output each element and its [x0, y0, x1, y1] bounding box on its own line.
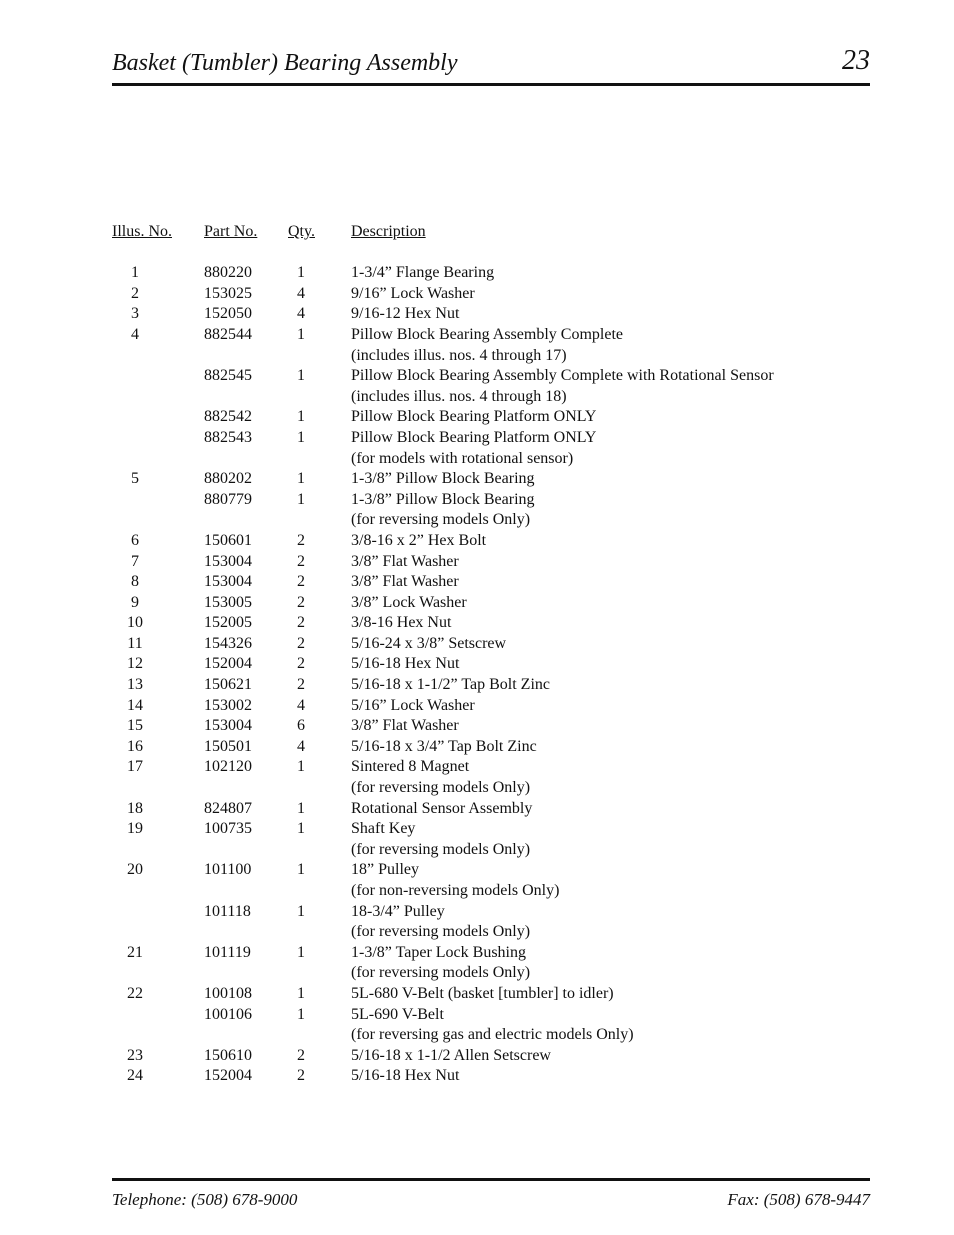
table-row — [112, 819, 870, 840]
part-no-cell: 101119 — [204, 943, 251, 961]
part-no-cell: 153004 — [204, 717, 252, 735]
qty-cell: 4 — [297, 305, 305, 323]
table-row — [112, 943, 870, 964]
description-cell: 5/16-18 x 3/4” Tap Bolt Zinc — [351, 737, 537, 755]
table-row — [112, 696, 870, 717]
table-row — [112, 407, 870, 428]
description-cell: 1-3/4” Flange Bearing — [351, 264, 495, 282]
table-row — [112, 428, 870, 449]
page-number: 23 — [842, 45, 870, 76]
illus-no-cell: 11 — [127, 634, 143, 652]
column-header-description: Description — [351, 223, 426, 240]
table-row — [112, 449, 870, 470]
table-row — [112, 1046, 870, 1067]
illus-no-cell: 5 — [131, 470, 139, 488]
description-cell: 5/16-18 x 1-1/2” Tap Bolt Zinc — [351, 676, 550, 694]
part-no-cell: 150501 — [204, 737, 252, 755]
part-no-cell: 152004 — [204, 655, 252, 673]
footer-telephone: Telephone: (508) 678-9000 — [112, 1190, 298, 1209]
table-row — [112, 469, 870, 490]
table-row — [112, 510, 870, 531]
qty-cell: 6 — [297, 717, 305, 735]
description-cell: (includes illus. nos. 4 through 18) — [351, 387, 567, 405]
table-row — [112, 902, 870, 923]
description-cell: (for reversing models Only) — [351, 511, 531, 529]
illus-no-cell: 3 — [131, 305, 139, 323]
description-cell: Pillow Block Bearing Assembly Complete — [351, 325, 623, 343]
qty-cell: 1 — [297, 428, 305, 446]
part-no-cell: 153025 — [204, 284, 252, 302]
description-cell: (for reversing models Only) — [351, 923, 531, 941]
table-header-row — [112, 222, 870, 243]
table-row — [112, 634, 870, 655]
description-cell: (includes illus. nos. 4 through 17) — [351, 346, 567, 364]
description-cell: (for reversing gas and electric models Only) — [351, 1026, 634, 1044]
part-no-cell: 100106 — [204, 1005, 252, 1023]
illus-no-cell: 14 — [127, 696, 143, 714]
column-header-part-no: Part No. — [204, 223, 258, 240]
table-row — [112, 552, 870, 573]
qty-cell: 1 — [297, 799, 305, 817]
illus-no-cell: 10 — [127, 614, 143, 632]
part-no-cell: 150610 — [204, 1046, 252, 1064]
illus-no-cell: 12 — [127, 655, 143, 673]
footer-fax: Fax: (508) 678-9447 — [727, 1190, 870, 1209]
qty-cell: 4 — [297, 284, 305, 302]
table-row — [112, 984, 870, 1005]
table-row — [112, 325, 870, 346]
qty-cell: 1 — [297, 984, 305, 1002]
table-row — [112, 778, 870, 799]
description-cell: (for reversing models Only) — [351, 964, 531, 982]
description-cell: 3/8-16 x 2” Hex Bolt — [351, 531, 487, 549]
table-row — [112, 860, 870, 881]
part-no-cell: 882544 — [204, 325, 252, 343]
table-row — [112, 840, 870, 861]
table-row — [112, 716, 870, 737]
description-cell: 3/8-16 Hex Nut — [351, 614, 452, 632]
qty-cell: 4 — [297, 737, 305, 755]
illus-no-cell: 23 — [127, 1046, 143, 1064]
illus-no-cell: 15 — [127, 717, 143, 735]
description-cell: (for models with rotational sensor) — [351, 449, 574, 467]
table-row — [112, 387, 870, 408]
illus-no-cell: 19 — [127, 820, 143, 838]
qty-cell: 4 — [297, 696, 305, 714]
page-title: Basket (Tumbler) Bearing Assembly — [112, 50, 458, 76]
description-cell: Pillow Block Bearing Platform ONLY — [351, 428, 597, 446]
qty-cell: 1 — [297, 758, 305, 776]
qty-cell: 1 — [297, 861, 305, 879]
part-no-cell: 100735 — [204, 820, 252, 838]
illus-no-cell: 21 — [127, 943, 143, 961]
column-header-qty: Qty. — [288, 223, 315, 240]
table-row — [112, 963, 870, 984]
table-row — [112, 531, 870, 552]
part-no-cell: 150601 — [204, 531, 252, 549]
description-cell: 5L-690 V-Belt — [351, 1005, 444, 1023]
description-cell: Shaft Key — [351, 820, 416, 838]
description-cell: 5/16-18 x 1-1/2 Allen Setscrew — [351, 1046, 551, 1064]
table-row — [112, 799, 870, 820]
header-divider — [112, 83, 870, 86]
description-cell: 9/16” Lock Washer — [351, 284, 475, 302]
part-no-cell: 153004 — [204, 552, 252, 570]
description-cell: 3/8” Flat Washer — [351, 552, 459, 570]
table-row — [112, 1025, 870, 1046]
description-cell: (for reversing models Only) — [351, 779, 531, 797]
description-cell: Rotational Sensor Assembly — [351, 799, 533, 817]
part-no-cell: 153002 — [204, 696, 252, 714]
qty-cell: 1 — [297, 943, 305, 961]
part-no-cell: 101100 — [204, 861, 252, 879]
description-cell: Sintered 8 Magnet — [351, 758, 470, 776]
illus-no-cell: 18 — [127, 799, 143, 817]
table-row — [112, 1005, 870, 1026]
part-no-cell: 880220 — [204, 264, 252, 282]
part-no-cell: 882543 — [204, 428, 252, 446]
table-row — [112, 675, 870, 696]
part-no-cell: 152005 — [204, 614, 252, 632]
qty-cell: 2 — [297, 531, 305, 549]
footer-divider — [112, 1178, 870, 1181]
description-cell: 3/8” Flat Washer — [351, 573, 459, 591]
description-cell: 5/16-24 x 3/8” Setscrew — [351, 634, 507, 652]
part-no-cell: 882542 — [204, 408, 252, 426]
part-no-cell: 880779 — [204, 490, 252, 508]
table-row — [112, 881, 870, 902]
table-row — [112, 572, 870, 593]
table-row — [112, 490, 870, 511]
qty-cell: 1 — [297, 820, 305, 838]
qty-cell: 2 — [297, 1067, 305, 1085]
qty-cell: 1 — [297, 367, 305, 385]
column-header-illus-no: Illus. No. — [112, 223, 172, 240]
description-cell: 18” Pulley — [351, 861, 419, 879]
qty-cell: 2 — [297, 634, 305, 652]
qty-cell: 2 — [297, 552, 305, 570]
qty-cell: 2 — [297, 593, 305, 611]
description-cell: Pillow Block Bearing Platform ONLY — [351, 408, 597, 426]
illus-no-cell: 4 — [131, 325, 139, 343]
table-row — [112, 654, 870, 675]
qty-cell: 1 — [297, 264, 305, 282]
qty-cell: 1 — [297, 1005, 305, 1023]
part-no-cell: 101118 — [204, 902, 251, 920]
part-no-cell: 882545 — [204, 367, 252, 385]
qty-cell: 1 — [297, 490, 305, 508]
description-cell: (for non-reversing models Only) — [351, 882, 560, 899]
table-row — [112, 346, 870, 367]
table-row — [112, 263, 870, 284]
description-cell: 5L-680 V-Belt (basket [tumbler] to idler) — [351, 984, 614, 1002]
description-cell: 1-3/8” Pillow Block Bearing — [351, 490, 535, 508]
part-no-cell: 152004 — [204, 1067, 252, 1085]
description-cell: (for reversing models Only) — [351, 840, 531, 858]
qty-cell: 1 — [297, 325, 305, 343]
qty-cell: 1 — [297, 408, 305, 426]
illus-no-cell: 7 — [131, 552, 139, 570]
illus-no-cell: 24 — [127, 1067, 143, 1085]
table-row — [112, 304, 870, 325]
illus-no-cell: 17 — [127, 758, 143, 776]
table-row — [112, 366, 870, 387]
part-no-cell: 880202 — [204, 470, 252, 488]
part-no-cell: 153005 — [204, 593, 252, 611]
qty-cell: 1 — [297, 470, 305, 488]
description-cell: 5/16-18 Hex Nut — [351, 655, 460, 673]
qty-cell: 2 — [297, 614, 305, 632]
table-row — [112, 737, 870, 758]
table-body — [112, 263, 870, 1087]
table-row — [112, 284, 870, 305]
illus-no-cell: 22 — [127, 984, 143, 1002]
description-cell: 9/16-12 Hex Nut — [351, 305, 460, 323]
description-cell: 5/16-18 Hex Nut — [351, 1067, 460, 1085]
illus-no-cell: 13 — [127, 676, 143, 694]
part-no-cell: 824807 — [204, 799, 252, 817]
table-row — [112, 613, 870, 634]
illus-no-cell: 16 — [127, 737, 143, 755]
illus-no-cell: 20 — [127, 861, 143, 879]
description-cell: 1-3/8” Pillow Block Bearing — [351, 470, 535, 488]
illus-no-cell: 1 — [131, 264, 139, 282]
description-cell: 3/8” Flat Washer — [351, 717, 459, 735]
qty-cell: 1 — [297, 902, 305, 920]
description-cell: 18-3/4” Pulley — [351, 902, 445, 920]
table-row — [112, 1066, 870, 1087]
qty-cell: 2 — [297, 573, 305, 591]
qty-cell: 2 — [297, 655, 305, 673]
table-row — [112, 922, 870, 943]
description-cell: 3/8” Lock Washer — [351, 593, 467, 611]
part-no-cell: 100108 — [204, 984, 252, 1002]
table-row — [112, 593, 870, 614]
illus-no-cell: 2 — [131, 284, 139, 302]
description-cell: Pillow Block Bearing Assembly Complete with Rotational Sensor — [351, 367, 774, 385]
part-no-cell: 102120 — [204, 758, 252, 776]
part-no-cell: 153004 — [204, 573, 252, 591]
part-no-cell: 154326 — [204, 634, 252, 652]
table-row — [112, 757, 870, 778]
qty-cell: 2 — [297, 1046, 305, 1064]
illus-no-cell: 9 — [131, 593, 139, 611]
qty-cell: 2 — [297, 676, 305, 694]
illus-no-cell: 6 — [131, 531, 139, 549]
description-cell: 1-3/8” Taper Lock Bushing — [351, 943, 526, 961]
part-no-cell: 152050 — [204, 305, 252, 323]
part-no-cell: 150621 — [204, 676, 252, 694]
parts-table — [112, 222, 870, 1087]
illus-no-cell: 8 — [131, 573, 139, 591]
description-cell: 5/16” Lock Washer — [351, 696, 475, 714]
